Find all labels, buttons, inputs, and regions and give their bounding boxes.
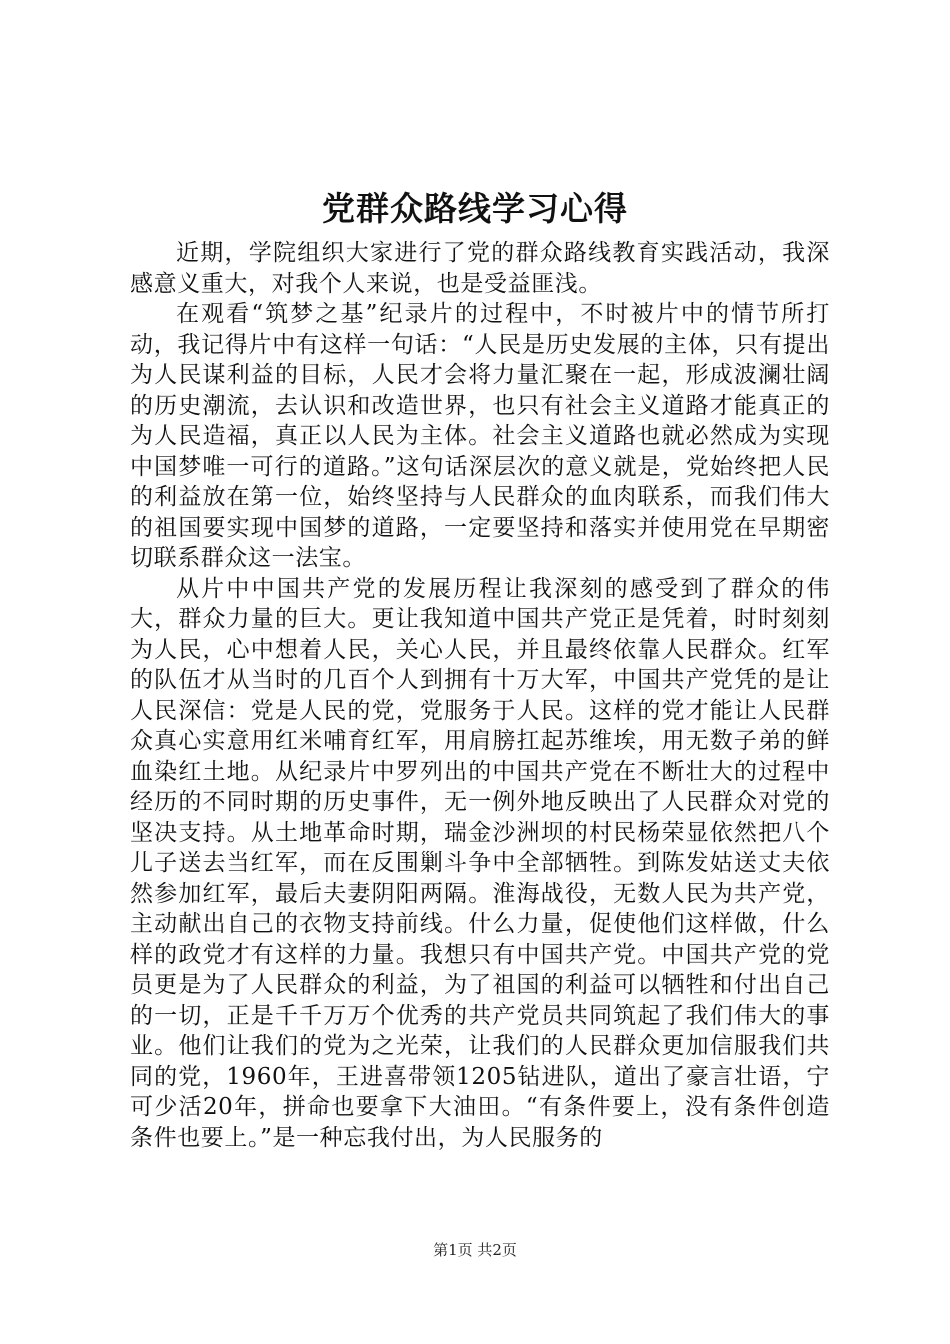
page-number-footer: 第1页 共2页 bbox=[433, 1241, 517, 1259]
paragraph-2: 在观看“筑梦之基”纪录片的过程中，不时被片中的情节所打动，我记得片中有这样一句话：“人民是历史发展的主体，只有提出为人民谋利益的目标，人民才会将力量汇聚在一起，形成波澜壮阔的历史潮流，去认识和改造世界，也只有社会主义道路才能真正的为人民造福，真正以人民为主体。社会主义道路也就必然成为实现中国梦唯一可行的道路。”这句话深层次的意义就是，党始终把人民的利益放在第一位，始终坚持与人民群众的血肉联系，而我们伟大的祖国要实现中国梦的道路，一定要坚持和落实并使用党在早期密切联系群众这一法宝。 bbox=[130, 301, 830, 571]
paragraph-3: 从片中中国共产党的发展历程让我深刻的感受到了群众的伟大，群众力量的巨大。更让我知道中国共产党正是凭着，时时刻刻为人民，心中想着人民，关心人民，并且最终依靠人民群众。红军的队伍才从当时的几百个人到拥有十万大军，中国共产党凭的是让人民深信：党是人民的党，党服务于人民。这样的党才能让人民群众真心实意用红米哺育红军，用肩膀扛起苏维埃，用无数子弟的鲜血染红土地。从纪录片中罗列出的中国共产党在不断壮大的过程中经历的不同时期的历史事件，无一例外地反映出了人民群众对党的坚决支持。从土地革命时期，瑞金沙洲坝的村民杨荣显依然把八个儿子送去当红军，而在反围剿斗争中全部牺牲。到陈发姑送丈夫依然参加红军，最后夫妻阴阳两隔。淮海战役，无数人民为共产党，主动献出自己的衣物支持前线。什么力量，促使他们这样做，什么样的政党才有这样的力量。我想只有中国共产党。中国共产党的党员更是为了人民群众的利益，为了祖国的利益可以牺牲和付出自己的一切，正是千千万万个优秀的共产党员共同筑起了我们伟大的事业。他们让我们的党为之光荣，让我们的人民群众更加信服我们共同的党，1960年，王进喜带领1205钻进队，道出了豪言壮语，宁可少活20年，拼命也要拿下大油田。“有条件要上，没有条件创造条件也要上。”是一种忘我付出，为人民服务的 bbox=[130, 575, 830, 1151]
paragraph-1: 近期，学院组织大家进行了党的群众路线教育实践活动，我深感意义重大，对我个人来说，也是受益匪浅。 bbox=[130, 240, 830, 297]
document-title: 党群众路线学习心得 bbox=[322, 189, 628, 228]
document-body bbox=[130, 238, 830, 1153]
